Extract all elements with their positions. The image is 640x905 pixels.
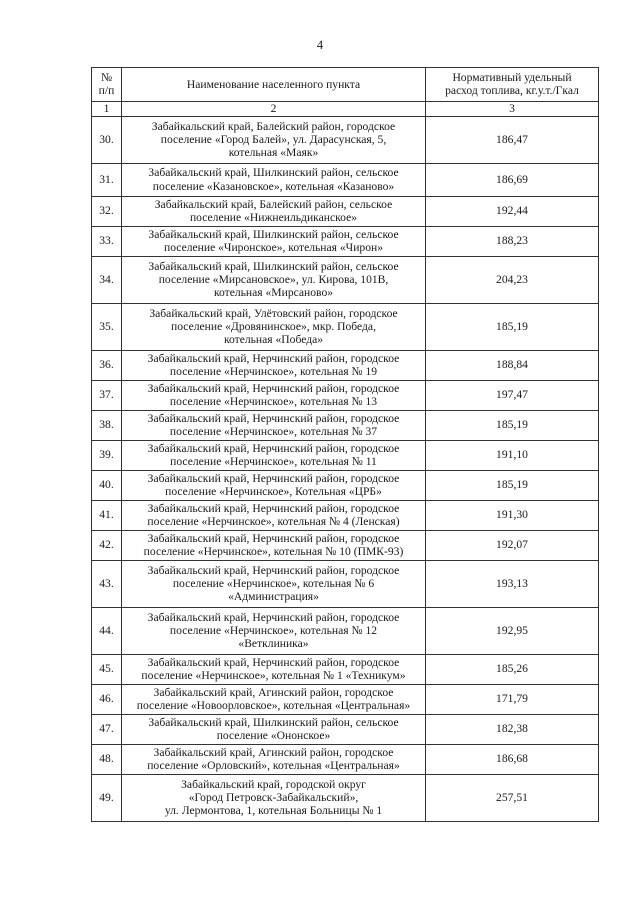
fuel-rate-value: 182,38 xyxy=(426,714,599,744)
row-number: 48. xyxy=(92,744,122,774)
row-number: 30. xyxy=(92,116,122,163)
fuel-rate-value: 185,19 xyxy=(426,410,599,440)
settlement-name: Забайкальский край, Нерчинский район, городское поселение «Нерчинское», котельная № 19 xyxy=(122,350,426,380)
settlement-name: Забайкальский край, Агинский район, городское поселение «Орловский», котельная «Центральная» xyxy=(122,744,426,774)
fuel-rate-value: 185,19 xyxy=(426,303,599,350)
table-row xyxy=(92,560,599,607)
table-row xyxy=(92,714,599,744)
row-number: 38. xyxy=(92,410,122,440)
table-row xyxy=(92,256,599,303)
column-number: 1 xyxy=(92,101,122,116)
table-row xyxy=(92,774,599,821)
table-header-row xyxy=(92,68,599,102)
fuel-rate-value: 192,07 xyxy=(426,530,599,560)
settlement-name: Забайкальский край, Балейский район, городское поселение «Город Балей», ул. Дарасунская, 5, котельная «Маяк» xyxy=(122,116,426,163)
settlement-name: Забайкальский край, Шилкинский район, сельское поселение «Чиронское», котельная «Чирон» xyxy=(122,226,426,256)
table-row xyxy=(92,530,599,560)
row-number: 39. xyxy=(92,440,122,470)
settlement-name: Забайкальский край, Улётовский район, городское поселение «Дровянинское», мкр. Победа, котельная «Победа» xyxy=(122,303,426,350)
header-number: № п/п xyxy=(92,68,122,102)
row-number: 49. xyxy=(92,774,122,821)
table-row xyxy=(92,163,599,196)
table-row xyxy=(92,684,599,714)
settlement-name: Забайкальский край, Нерчинский район, городское поселение «Нерчинское», котельная № 4 (Ленская) xyxy=(122,500,426,530)
settlement-name: Забайкальский край, Шилкинский район, сельское поселение «Казановское», котельная «Казаново» xyxy=(122,163,426,196)
row-number: 46. xyxy=(92,684,122,714)
column-numbers-row xyxy=(92,101,599,116)
table-row xyxy=(92,654,599,684)
table-row xyxy=(92,500,599,530)
settlement-name: Забайкальский край, Нерчинский район, городское поселение «Нерчинское», котельная № 1 «Техникум» xyxy=(122,654,426,684)
row-number: 35. xyxy=(92,303,122,350)
row-number: 45. xyxy=(92,654,122,684)
row-number: 44. xyxy=(92,607,122,654)
settlement-name: Забайкальский край, Агинский район, городское поселение «Новоорловское», котельная «Центральная» xyxy=(122,684,426,714)
table-row xyxy=(92,196,599,226)
table-row xyxy=(92,350,599,380)
fuel-rate-value: 186,69 xyxy=(426,163,599,196)
settlement-name: Забайкальский край, Нерчинский район, городское поселение «Нерчинское», котельная № 12 «Ветклиника» xyxy=(122,607,426,654)
table-row xyxy=(92,607,599,654)
table-row xyxy=(92,303,599,350)
column-number: 2 xyxy=(122,101,426,116)
table-row xyxy=(92,226,599,256)
table-row xyxy=(92,470,599,500)
fuel-rate-value: 257,51 xyxy=(426,774,599,821)
fuel-rate-value: 204,23 xyxy=(426,256,599,303)
page-number: 4 xyxy=(316,38,324,52)
table-row xyxy=(92,440,599,470)
row-number: 34. xyxy=(92,256,122,303)
row-number: 36. xyxy=(92,350,122,380)
row-number: 47. xyxy=(92,714,122,744)
row-number: 40. xyxy=(92,470,122,500)
fuel-rate-value: 192,44 xyxy=(426,196,599,226)
fuel-rate-value: 191,10 xyxy=(426,440,599,470)
table-row xyxy=(92,410,599,440)
row-number: 32. xyxy=(92,196,122,226)
fuel-rate-value: 192,95 xyxy=(426,607,599,654)
settlement-name: Забайкальский край, Нерчинский район, городское поселение «Нерчинское», котельная № 6 «Администрация» xyxy=(122,560,426,607)
row-number: 33. xyxy=(92,226,122,256)
settlement-name: Забайкальский край, Нерчинский район, городское поселение «Нерчинское», котельная № 11 xyxy=(122,440,426,470)
row-number: 41. xyxy=(92,500,122,530)
fuel-rate-value: 197,47 xyxy=(426,380,599,410)
header-settlement-name: Наименование населенного пункта xyxy=(122,68,426,102)
header-fuel-rate: Нормативный удельный расход топлива, кг.у.т./Гкал xyxy=(426,68,599,102)
row-number: 37. xyxy=(92,380,122,410)
row-number: 43. xyxy=(92,560,122,607)
row-number: 42. xyxy=(92,530,122,560)
settlement-name: Забайкальский край, Нерчинский район, городское поселение «Нерчинское», котельная № 13 xyxy=(122,380,426,410)
settlement-name: Забайкальский край, городской округ «Город Петровск-Забайкальский», ул. Лермонтова, 1, котельная Больницы № 1 xyxy=(122,774,426,821)
fuel-rate-value: 188,84 xyxy=(426,350,599,380)
fuel-rate-value: 193,13 xyxy=(426,560,599,607)
settlement-name: Забайкальский край, Нерчинский район, городское поселение «Нерчинское», Котельная «ЦРБ» xyxy=(122,470,426,500)
table-row xyxy=(92,744,599,774)
column-number: 3 xyxy=(426,101,599,116)
table-row xyxy=(92,380,599,410)
fuel-rate-value: 186,68 xyxy=(426,744,599,774)
settlement-name: Забайкальский край, Нерчинский район, городское поселение «Нерчинское», котельная № 10 (ПМК-93) xyxy=(122,530,426,560)
settlement-name: Забайкальский край, Шилкинский район, сельское поселение «Ононское» xyxy=(122,714,426,744)
settlement-name: Забайкальский край, Балейский район, сельское поселение «Нижнеильдиканское» xyxy=(122,196,426,226)
fuel-rate-value: 185,26 xyxy=(426,654,599,684)
fuel-rate-value: 188,23 xyxy=(426,226,599,256)
fuel-rate-value: 191,30 xyxy=(426,500,599,530)
settlement-name: Забайкальский край, Шилкинский район, сельское поселение «Мирсановское», ул. Кирова, 101В, котельная «Мирсаново» xyxy=(122,256,426,303)
fuel-rate-value: 186,47 xyxy=(426,116,599,163)
fuel-norms-table xyxy=(91,67,599,822)
settlement-name: Забайкальский край, Нерчинский район, городское поселение «Нерчинское», котельная № 37 xyxy=(122,410,426,440)
fuel-rate-value: 171,79 xyxy=(426,684,599,714)
fuel-rate-value: 185,19 xyxy=(426,470,599,500)
row-number: 31. xyxy=(92,163,122,196)
table-row xyxy=(92,116,599,163)
